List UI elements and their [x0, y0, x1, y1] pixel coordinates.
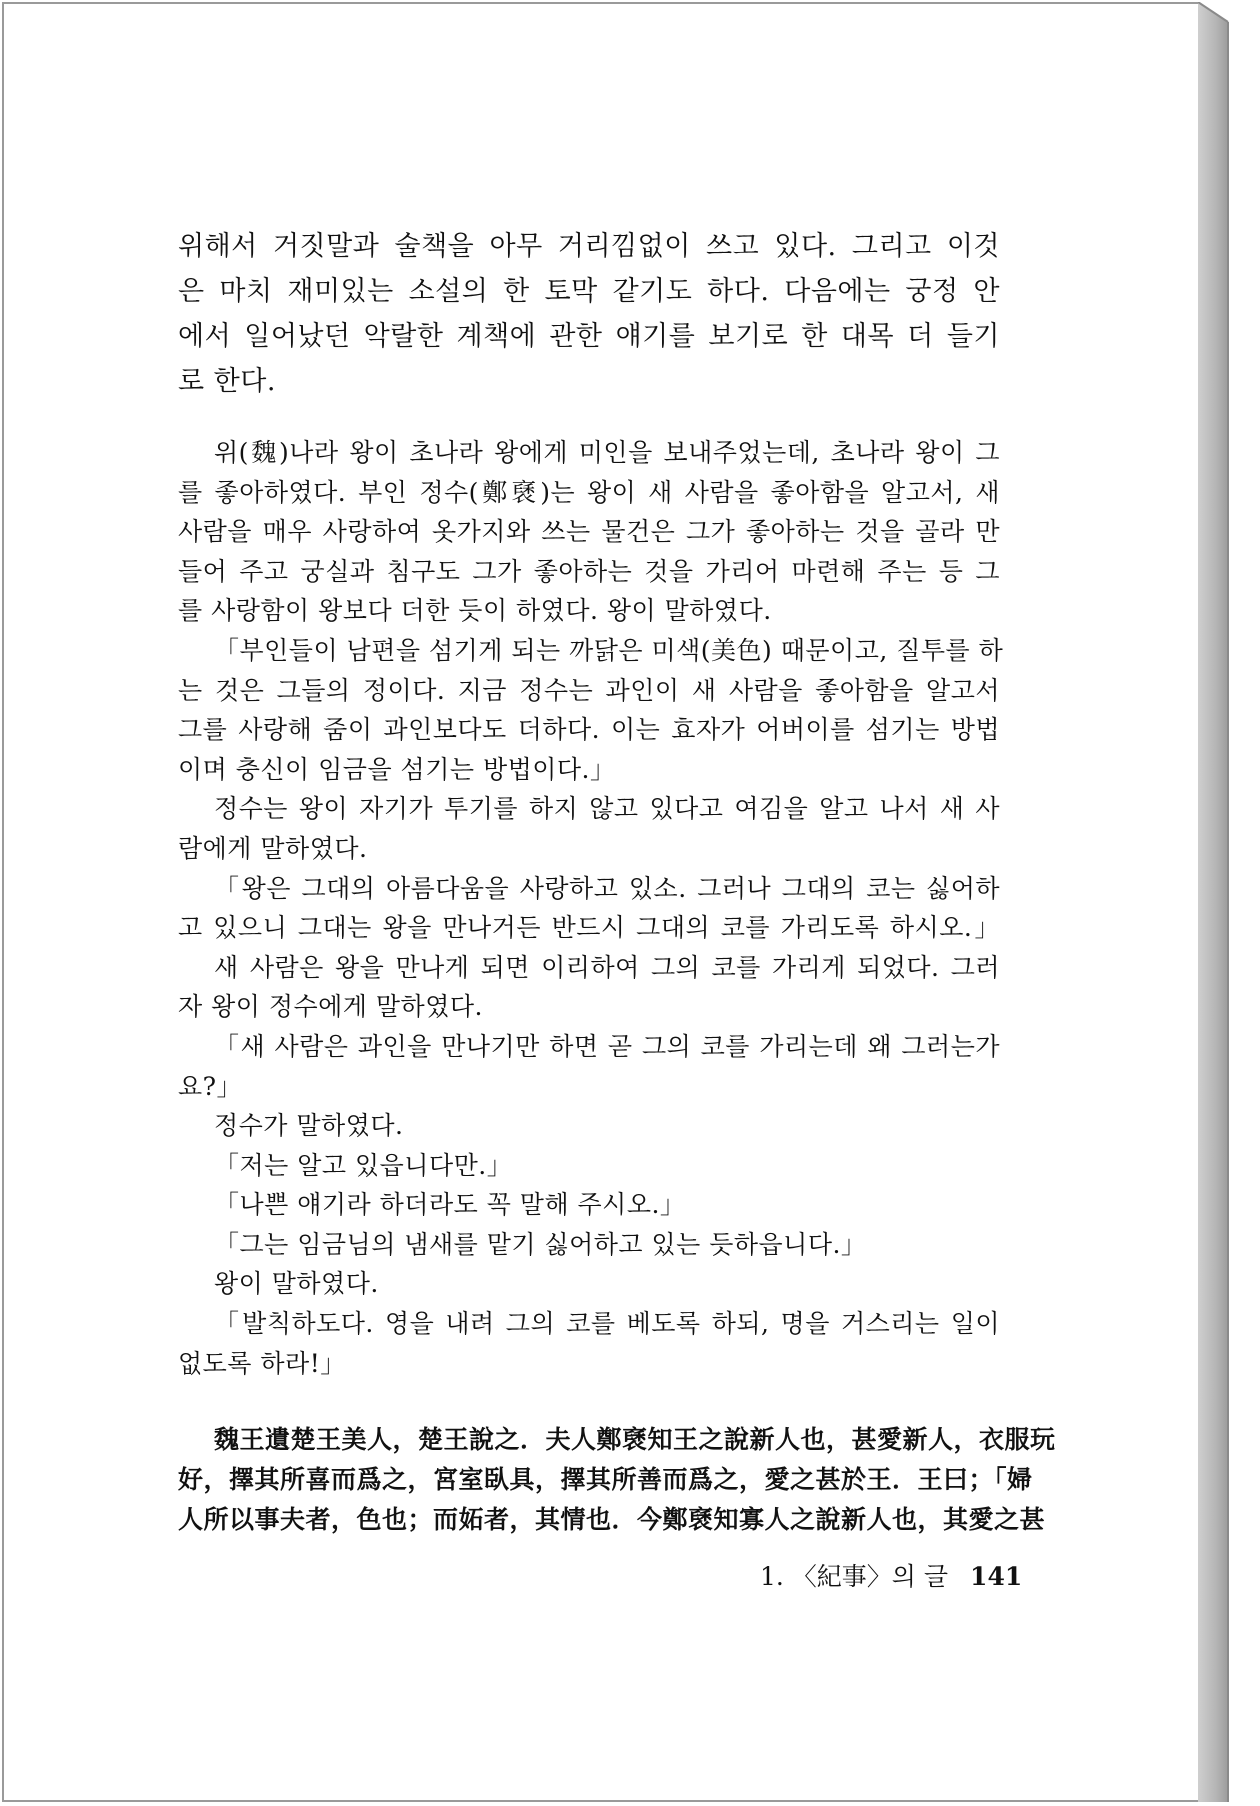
intro-line: 로 한다. [178, 366, 276, 397]
story-line: 「부인들이 남편을 섬기게 되는 까닭은 미색(美色) 때문이고, 질투를 하 [214, 635, 1004, 665]
intro-paragraph [178, 224, 1000, 404]
story-line: 없도록 하라!」 [178, 1348, 346, 1378]
story-line: 위(魏)나라 왕이 초나라 왕에게 미인을 보내주었는데, 초나라 왕이 그 [214, 438, 1000, 467]
page-footer [760, 1557, 1022, 1593]
story-line: 「왕은 그대의 아름다움을 사랑하고 있소. 그러나 그대의 코는 싫어하 [214, 873, 1000, 903]
story-line: 정수가 말하였다. [214, 1111, 404, 1141]
story-line: 자 왕이 정수에게 말하였다. [178, 992, 483, 1022]
story-line: 들어 주고 궁실과 침구도 그가 좋아하는 것을 가리어 마련해 주는 등 그 [178, 556, 1000, 586]
page-number: 141 [970, 1562, 1023, 1591]
story-line: 「저는 알고 있읍니다만.」 [214, 1150, 513, 1180]
story-line: 「그는 임금님의 냄새를 맡기 싫어하고 있는 듯하읍니다.」 [214, 1229, 867, 1259]
story-line: 「나쁜 얘기라 하더라도 꼭 말해 주시오.」 [214, 1190, 686, 1220]
story-line: 고 있으니 그대는 왕을 만나거든 반드시 그대의 코를 가리도록 하시오.」 [178, 913, 1000, 943]
story-line: 그를 사랑해 줌이 과인보다도 더하다. 이는 효자가 어버이를 섬기는 방법 [178, 715, 1000, 745]
story-line: 정수는 왕이 자기가 투기를 하지 않고 있다고 여김을 알고 나서 새 사 [214, 794, 1000, 824]
story-line: 요?」 [178, 1071, 243, 1101]
classical-line: 人所以事夫者，色也；而妬者，其情也．今鄭褎知寡人之說新人也，其愛之甚 [178, 1505, 1046, 1534]
intro-line: 위해서 거짓말과 술책을 아무 거리낌없이 쓰고 있다. 그리고 이것 [178, 231, 1000, 262]
page-edge-shadow [1198, 2, 1258, 1802]
story-line: 왕이 말하였다. [214, 1269, 379, 1299]
intro-line: 에서 일어났던 악랄한 계책에 관한 얘기를 보기로 한 대목 더 들기 [178, 321, 1000, 352]
story-line: 는 것은 그들의 정이다. 지금 정수는 과인이 새 사람을 좋아함을 알고서 [178, 675, 1000, 705]
page-edge-graphic [1198, 2, 1258, 1802]
classical-line: 好，擇其所喜而爲之，宮室臥具，擇其所善而爲之，愛之甚於王．王曰；「婦 [178, 1465, 1033, 1494]
story-line: 를 좋아하였다. 부인 정수(鄭褎)는 왕이 새 사람을 좋아함을 알고서, 새 [178, 477, 1000, 507]
story-line: 「새 사람은 과인을 만나기만 하면 곧 그의 코를 가리는데 왜 그러는가 [214, 1031, 1000, 1061]
story-line: 를 사랑함이 왕보다 더한 듯이 하였다. 왕이 말하였다. [178, 596, 772, 626]
story-line: 새 사람은 왕을 만나게 되면 이리하여 그의 코를 가리게 되었다. 그러 [214, 952, 1000, 982]
classical-chinese-source [178, 1420, 1056, 1540]
story-line: 「발칙하도다. 영을 내려 그의 코를 베도록 하되, 명을 거스리는 일이 [214, 1309, 1000, 1339]
story-translation [178, 433, 1004, 1383]
intro-line: 은 마치 재미있는 소설의 한 토막 같기도 하다. 다음에는 궁정 안 [178, 276, 1000, 307]
classical-line: 魏王遺楚王美人，楚王說之．夫人鄭褎知王之說新人也，甚愛新人，衣服玩 [214, 1425, 1056, 1454]
story-line: 람에게 말하였다. [178, 833, 368, 863]
story-line: 사람을 매우 사랑하여 옷가지와 쓰는 물건은 그가 좋아하는 것을 골라 만 [178, 517, 1000, 547]
running-footer-section: 1. 〈紀事〉의 글 [760, 1562, 949, 1591]
story-line: 이며 충신이 임금을 섬기는 방법이다.」 [178, 754, 616, 784]
